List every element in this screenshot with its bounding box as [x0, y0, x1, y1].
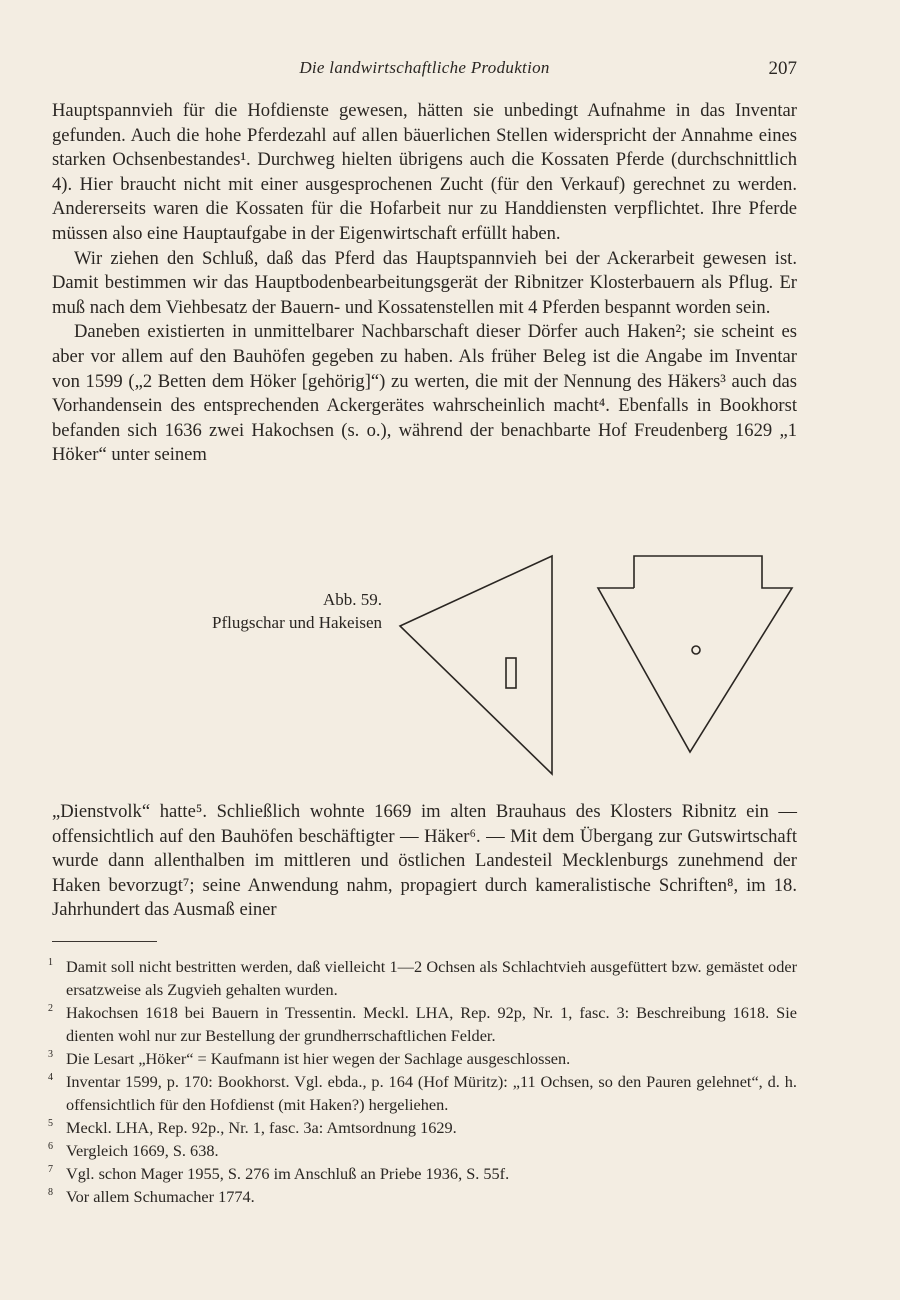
- footnote-text: Inventar 1599, p. 170: Bookhorst. Vgl. ebda., p. 164 (Hof Müritz): „11 Ochsen, so den Pauren gelehnet“, d. h. offensichtlich für den Hofdienst (mit Haken?) hergeliehen.: [66, 1072, 797, 1114]
- footnote-text: Hakochsen 1618 bei Bauern in Tressentin. Meckl. LHA, Rep. 92p, Nr. 1, fasc. 3: Beschreibung 1618. Sie dienten wohl nur zur Bestellung der grundherrschaftlichen Felder.: [66, 1003, 797, 1045]
- footnote: [48, 1139, 797, 1162]
- footnote-number: 4: [48, 1072, 53, 1083]
- footnote: [48, 1162, 797, 1185]
- footnote-text: Vor allem Schumacher 1774.: [66, 1187, 255, 1206]
- figure-caption: [160, 588, 382, 634]
- footnote-text: Vgl. schon Mager 1955, S. 276 im Anschluß an Priebe 1936, S. 55f.: [66, 1164, 510, 1183]
- footnote-number: 6: [48, 1141, 53, 1152]
- paragraph: Hauptspannvieh für die Hofdienste gewesen, hätten sie unbedingt Aufnahme in das Inventar gefunden. Auch die hohe Pferdezahl auf allen bäuerlichen Stellen widerspricht der Annahme eines starken Ochsenbestandes¹. Durchweg hielten übrigens auch die Kossaten Pferde (durchschnittlich 4). Hier braucht nicht mit einer ausgesprochenen Zucht (für den Verkauf) gerechnet zu werden. Andererseits waren die Kossaten für die Hofarbeit nur zu Handdiensten verpflichtet. Ihre Pferde müssen also eine Hauptaufgabe in der Eigenwirtschaft erfüllt haben.: [52, 100, 797, 244]
- footnote-text: Meckl. LHA, Rep. 92p., Nr. 1, fasc. 3a: Amtsordnung 1629.: [66, 1118, 457, 1137]
- running-header: [52, 58, 797, 86]
- ploughshare-shape: [400, 556, 552, 774]
- footnote: [48, 1001, 797, 1047]
- footnotes: [48, 955, 797, 1208]
- footnote-rule: [52, 941, 157, 942]
- paragraph: „Dienstvolk“ hatte⁵. Schließlich wohnte 1669 im alten Brauhaus des Klosters Ribnitz ein — offensichtlich auf den Bauhöfen beschäftigter — Häker⁶. — Mit dem Übergang zur Gutswirtschaft wurde dann allenthalben im mittleren und östlichen Landesteil Mecklenburgs zunehmend der Haken bevorzugt⁷; seine Anwendung nahm, propagiert durch kameralistische Schriften⁸, im 18. Jahrhundert das Ausmaß einer: [52, 801, 797, 921]
- footnote: [48, 1070, 797, 1116]
- footnote-text: Vergleich 1669, S. 638.: [66, 1141, 219, 1160]
- footnote-number: 7: [48, 1164, 53, 1175]
- footnote-number: 3: [48, 1049, 53, 1060]
- page-number: 207: [768, 58, 797, 79]
- figure-number: Abb. 59.: [322, 590, 382, 609]
- paragraph: Daneben existierten in unmittelbarer Nachbarschaft dieser Dörfer auch Haken²; sie scheint es aber vor allem auf den Bauhöfen gegeben zu haben. Als früher Beleg ist die Angabe im Inventar von 1599 („2 Betten dem Höker [gehörig]“) zu werten, die mit der Nennung des Häkers³ auch das Vorhandensein des entsprechenden Ackergerätes wahrscheinlich macht⁴. Ebenfalls in Bookhorst befanden sich 1636 zwei Hakochsen (s. o.), während der benachbarte Hof Freudenberg 1629 „1 Höker“ unter seinem: [52, 321, 797, 466]
- footnote-number: 1: [48, 957, 53, 968]
- footnote-text: Damit soll nicht bestritten werden, daß vielleicht 1—2 Ochsen als Schlachtvieh ausgefüttert bzw. gemästet oder ersatzweise als Zugvieh gehalten wurden.: [66, 957, 797, 999]
- footnote: [48, 1047, 797, 1070]
- footnote: [48, 955, 797, 1001]
- footnote: [48, 1116, 797, 1139]
- main-text-top: [52, 99, 797, 468]
- figure-59: [0, 540, 900, 790]
- ploughshare-slot: [506, 658, 516, 688]
- figure-drawing: [390, 548, 810, 788]
- footnote: [48, 1185, 797, 1208]
- figure-title: Pflugschar und Hakeisen: [212, 613, 382, 632]
- main-text-bottom: [52, 800, 797, 923]
- running-title: Die landwirtschaftliche Produktion: [299, 58, 550, 77]
- footnote-number: 8: [48, 1187, 53, 1198]
- footnote-text: Die Lesart „Höker“ = Kaufmann ist hier wegen der Sachlage ausgeschlossen.: [66, 1049, 571, 1068]
- footnote-number: 5: [48, 1118, 53, 1129]
- hakeisen-hole: [692, 646, 700, 654]
- paragraph: Wir ziehen den Schluß, daß das Pferd das Hauptspannvieh bei der Ackerarbeit gewesen ist. Damit bestimmen wir das Hauptbodenbearbeitungsgerät der Ribnitzer Klosterbauern als Pflug. Er muß nach dem Viehbesatz der Bauern- und Kossatenstellen mit 4 Pferden bespannt worden sein.: [52, 247, 797, 318]
- footnote-number: 2: [48, 1003, 53, 1014]
